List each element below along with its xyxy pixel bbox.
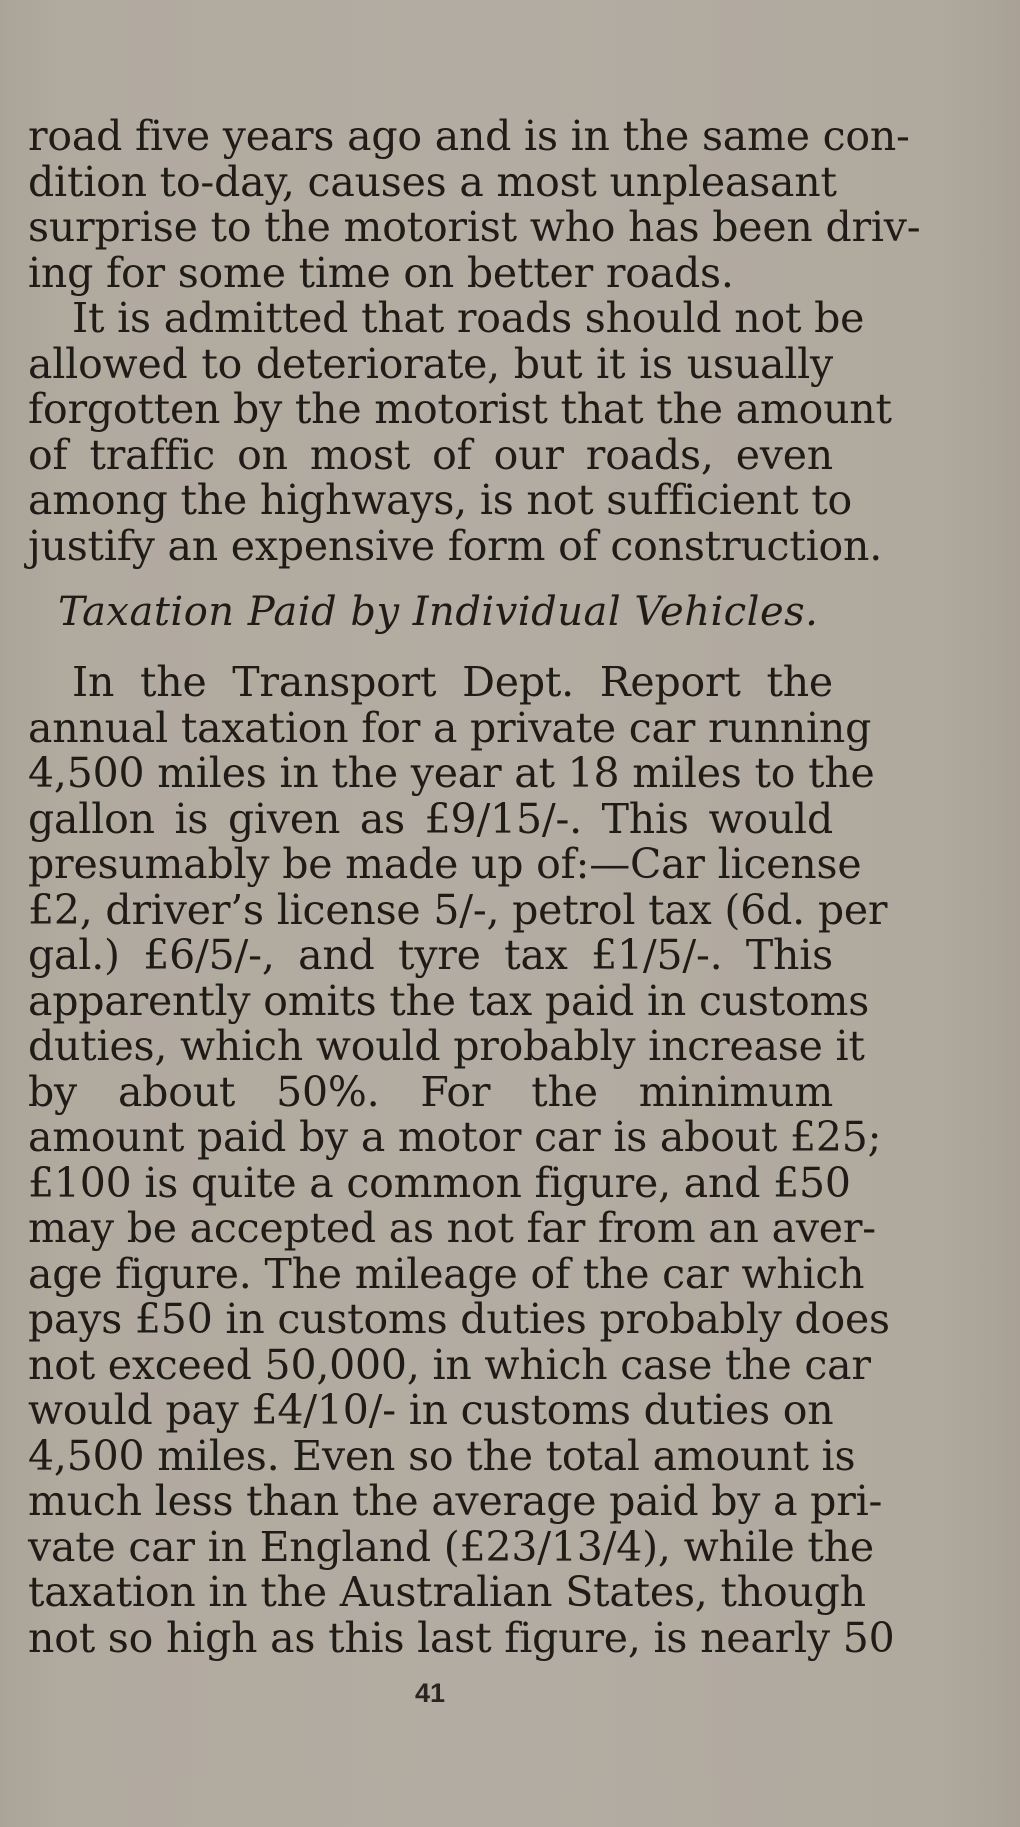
text-line: amount paid by a motor car is about £25; [28,1113,882,1161]
text-line: 4,500 miles in the year at 18 miles to the [28,749,875,797]
text-line: gallon is given as £9/15/-. This would [28,794,833,843]
text-line: dition to-day, causes a most unpleasant [28,157,837,206]
page-number: 41 [414,1678,446,1708]
text-line: road five years ago and is in the same con- [28,112,910,160]
text-line: It is admitted that roads should not be [72,294,865,342]
text-line: by about 50%. For the minimum [28,1067,833,1116]
text-line: may be accepted as not far from an aver- [28,1204,876,1252]
paragraph-continuation [28,112,921,297]
text-line: presumably be made up of:—Car license [28,840,862,888]
text-line: surprise to the motorist who has been driv- [28,203,921,251]
text-line: much less than the average paid by a pri- [28,1477,883,1525]
text-line: would pay £4/10/- in customs duties on [28,1386,834,1434]
text-line: not exceed 50,000, in which case the car [28,1340,871,1389]
text-line: of traffic on most of our roads, even [28,430,833,479]
text-line: not so high as this last figure, is nearly 50 [28,1613,895,1662]
text-line: ing for some time on better roads. [28,248,734,297]
text-line: age figure. The mileage of the car which [28,1249,865,1298]
text-line: apparently omits the tax paid in customs [28,976,870,1025]
text-line: annual taxation for a private car running [28,703,872,752]
text-line: pays £50 in customs duties probably does [28,1295,890,1343]
paragraph-taxation [28,658,895,1662]
text-line: duties, which would probably increase it [28,1022,865,1070]
text-line: forgotten by the motorist that the amount [28,385,892,433]
text-line: £2, driver’s license 5/-, petrol tax (6d. per [28,885,888,934]
paragraph-roads [28,294,892,570]
text-line: vate car in England (£23/13/4), while the [28,1522,874,1571]
text-line: £100 is quite a common figure, and £50 [28,1158,851,1207]
text-line: 4,500 miles. Even so the total amount is [28,1431,856,1480]
text-line: In the Transport Dept. Report the [72,658,833,706]
text-line: among the highways, is not sufficient to [28,476,852,524]
section-heading: Taxation Paid by Individual Vehicles. [58,589,819,635]
text-line: allowed to deteriorate, but it is usually [28,339,833,388]
text-line: taxation in the Australian States, though [28,1568,866,1616]
text-line: gal.) £6/5/-, and tyre tax £1/5/-. This [28,931,833,979]
text-line: justify an expensive form of construction. [28,521,883,570]
